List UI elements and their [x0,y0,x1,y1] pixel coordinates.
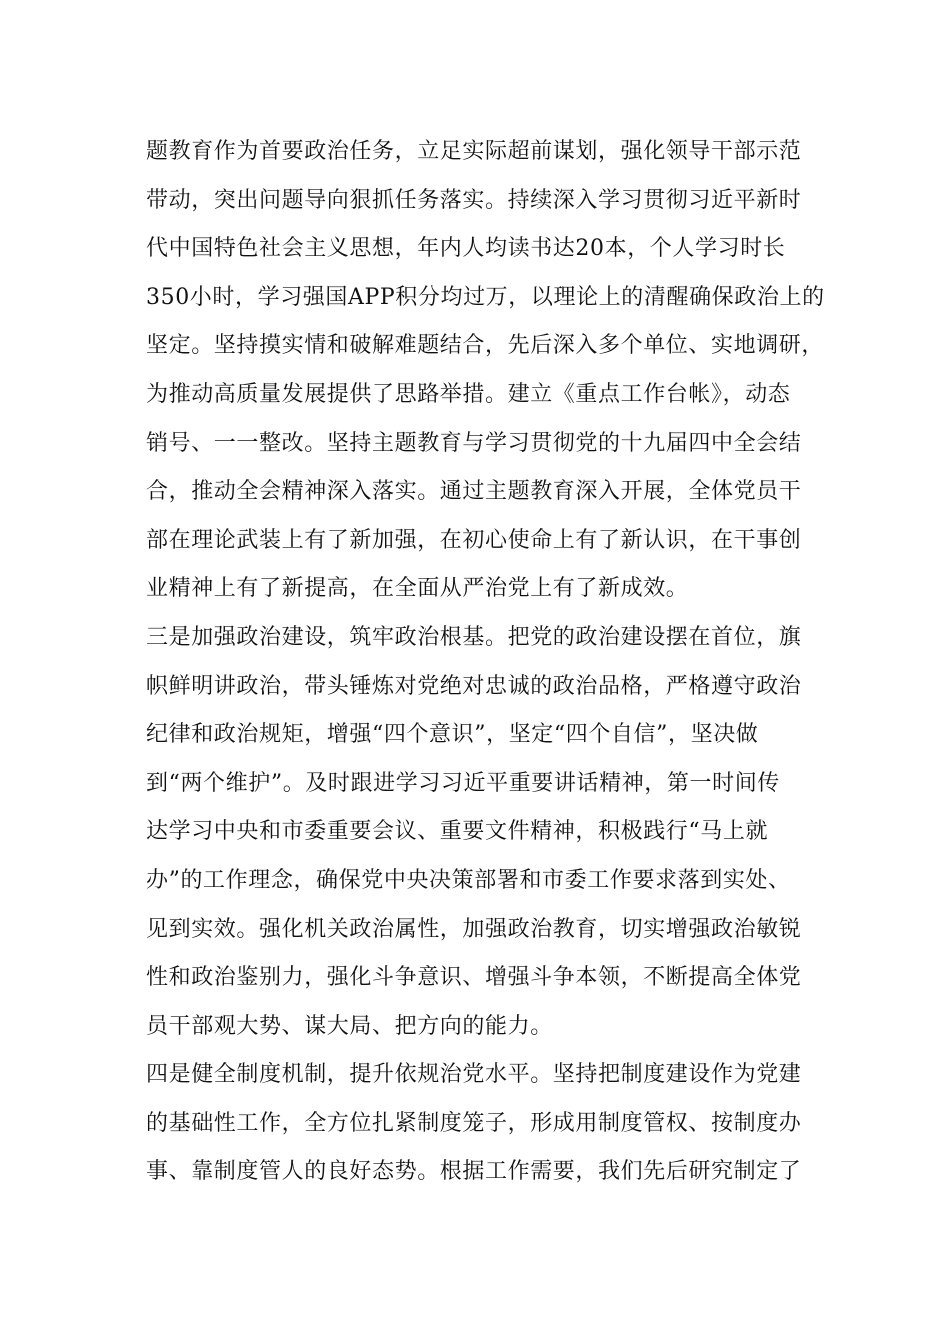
text-line: 为推动高质量发展提供了思路举措。建立《重点工作台帐》，动态 [146,381,791,407]
text-line: 四是健全制度机制，提升依规治党水平。坚持把制度建设作为党建 [146,1062,802,1088]
text-line: 帜鲜明讲政治，带头锤炼对党绝对忠诚的政治品格，严格遵守政治 [146,673,802,699]
text-line: 代中国特色社会主义思想，年内人均读书达20本，个人学习时长 [146,236,786,262]
body-text [146,128,825,1197]
text-line: 合，推动全会精神深入落实。通过主题教育深入开展，全体党员干 [146,479,802,505]
text-line: 销号、一一整改。坚持主题教育与学习贯彻党的十九届四中全会结 [146,430,802,456]
text-line: 350小时，学习强国APP积分均过万，以理论上的清醒确保政治上的 [146,284,825,310]
text-line: 部在理论武装上有了新加强，在初心使命上有了新认识，在干事创 [146,527,802,553]
text-line: 见到实效。强化机关政治属性，加强政治教育，切实增强政治敏锐 [146,916,802,942]
text-line: 性和政治鉴别力，强化斗争意识、增强斗争本领，不断提高全体党 [146,965,802,991]
text-line: 办”的工作理念，确保党中央决策部署和市委工作要求落到实处、 [146,867,791,893]
text-line: 带动，突出问题导向狠抓任务落实。持续深入学习贯彻习近平新时 [146,187,802,213]
text-line: 业精神上有了新提高，在全面从严治党上有了新成效。 [146,576,689,602]
text-line: 到“两个维护”。及时跟进学习习近平重要讲话精神，第一时间传 [146,770,780,796]
text-line: 达学习中央和市委重要会议、重要文件精神，积极践行“马上就 [146,819,769,845]
text-line: 事、靠制度管人的良好态势。根据工作需要，我们先后研究制定了 [146,1159,802,1185]
text-line: 坚定。坚持摸实情和破解难题结合，先后深入多个单位、实地调研， [146,333,825,359]
text-line: 题教育作为首要政治任务，立足实际超前谋划，强化领导干部示范 [146,139,802,164]
text-line: 员干部观大势、谋大局、把方向的能力。 [146,1013,553,1039]
text-line: 三是加强政治建设，筑牢政治根基。把党的政治建设摆在首位，旗 [146,624,802,650]
text-line: 纪律和政治规矩，增强“四个意识”，坚定“四个自信”，坚决做 [146,722,759,748]
text-line: 的基础性工作，全方位扎紧制度笼子，形成用制度管权、按制度办 [146,1110,802,1136]
